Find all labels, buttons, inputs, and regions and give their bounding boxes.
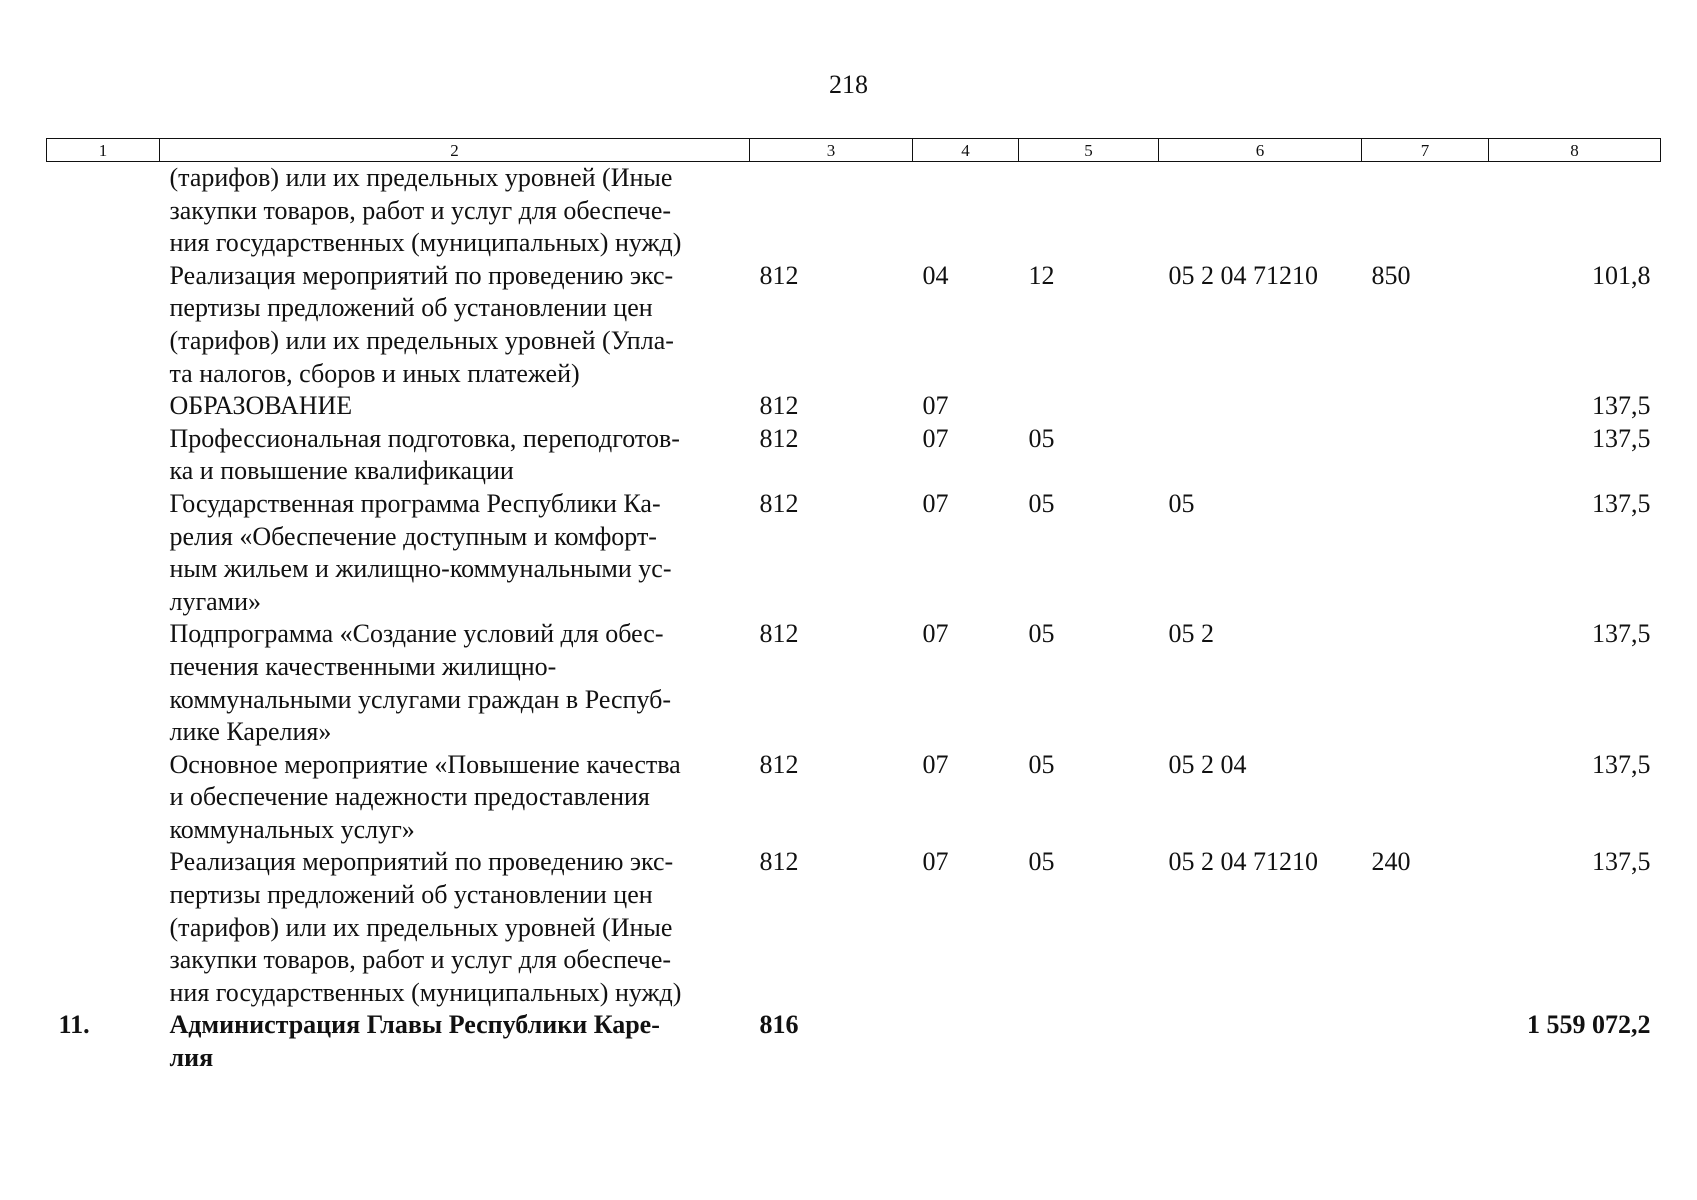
page-number: 218 xyxy=(829,70,868,99)
row-name-line: ным жильем и жилищно-коммунальными ус- xyxy=(169,554,672,584)
row-name-line: релия «Обеспечение доступным и комфорт- xyxy=(169,521,657,551)
table-row xyxy=(47,260,1661,390)
target-article-code xyxy=(1159,162,1362,260)
row-name-line: закупки товаров, работ и услуг для обеспече- xyxy=(169,195,672,225)
subsection-code xyxy=(1019,390,1159,423)
budget-table xyxy=(46,138,1661,1075)
column-number: 5 xyxy=(1019,139,1159,162)
column-number: 8 xyxy=(1489,139,1661,162)
row-name xyxy=(160,488,750,618)
row-index xyxy=(47,749,160,847)
row-name-line: лугами» xyxy=(169,586,262,616)
row-name-line: и обеспечение надежности предоставления xyxy=(169,782,650,812)
row-name xyxy=(160,423,750,488)
target-article-code: 05 2 04 71210 xyxy=(1168,847,1318,877)
table-row xyxy=(47,423,1661,488)
section-code: 07 xyxy=(922,619,949,649)
ministry-code xyxy=(750,162,913,260)
row-index xyxy=(47,618,160,748)
row-name-line: Профессиональная подготовка, переподготов- xyxy=(169,423,680,453)
row-index xyxy=(47,846,160,1009)
ministry-code: 812 xyxy=(759,749,799,779)
row-name-line: коммунальных услуг» xyxy=(169,814,415,844)
amount: 101,8 xyxy=(1592,260,1651,290)
amount: 137,5 xyxy=(1592,619,1651,649)
row-name xyxy=(160,1009,750,1074)
target-article-code xyxy=(1159,423,1362,488)
subsection-code: 05 xyxy=(1028,488,1055,518)
row-index xyxy=(47,423,160,488)
row-name xyxy=(160,618,750,748)
ministry-code: 812 xyxy=(759,847,799,877)
amount: 137,5 xyxy=(1592,847,1651,877)
section-code: 07 xyxy=(922,423,949,453)
row-name-line: (тарифов) или их предельных уровней (Иные xyxy=(169,163,673,192)
section-code: 07 xyxy=(922,488,949,518)
ministry-code: 812 xyxy=(759,260,799,290)
table-body xyxy=(47,162,1661,1075)
amount: 137,5 xyxy=(1592,749,1651,779)
row-index xyxy=(47,260,160,390)
subsection-code: 05 xyxy=(1028,619,1055,649)
table-row xyxy=(47,846,1661,1009)
section-code: 07 xyxy=(922,749,949,779)
row-index xyxy=(47,390,160,423)
expense-type-code xyxy=(1362,423,1489,488)
amount: 137,5 xyxy=(1592,488,1651,518)
row-name-line: Государственная программа Республики Ка- xyxy=(169,488,661,518)
row-name xyxy=(160,749,750,847)
expense-type-code xyxy=(1362,488,1489,618)
row-name xyxy=(160,846,750,1009)
table-row xyxy=(47,1009,1661,1074)
row-name-line: (тарифов) или их предельных уровней (Упла- xyxy=(169,325,674,355)
column-number-row xyxy=(47,139,1661,162)
table-row xyxy=(47,390,1661,423)
subsection-code xyxy=(1019,1009,1159,1074)
row-name-line: пертизы предложений об установлении цен xyxy=(169,880,653,910)
row-name-line: коммунальными услугами граждан в Респуб- xyxy=(169,684,672,714)
ministry-code: 812 xyxy=(759,488,799,518)
row-name xyxy=(160,260,750,390)
expense-type-code xyxy=(1362,1009,1489,1074)
row-name-line: Администрация Главы Республики Каре- xyxy=(169,1010,660,1040)
section-code: 04 xyxy=(922,260,949,290)
column-number: 6 xyxy=(1159,139,1362,162)
amount: 1 559 072,2 xyxy=(1527,1010,1651,1040)
ministry-code: 812 xyxy=(759,423,799,453)
expense-type-code xyxy=(1362,749,1489,847)
column-number: 3 xyxy=(750,139,913,162)
target-article-code: 05 2 04 71210 xyxy=(1168,260,1318,290)
row-name-line: Реализация мероприятий по проведению экс- xyxy=(169,847,674,877)
table-header xyxy=(47,139,1661,162)
row-name-line: ка и повышение квалификации xyxy=(169,456,514,486)
column-number: 1 xyxy=(47,139,160,162)
row-name-line: ния государственных (муниципальных) нужд) xyxy=(169,228,682,258)
amount xyxy=(1489,162,1661,260)
subsection-code: 05 xyxy=(1028,847,1055,877)
column-number: 2 xyxy=(160,139,750,162)
row-name-line: та налогов, сборов и иных платежей) xyxy=(169,358,580,388)
section-code: 07 xyxy=(922,847,949,877)
section-code: 07 xyxy=(922,391,949,421)
table-row xyxy=(47,162,1661,260)
table-row xyxy=(47,488,1661,618)
expense-type-code xyxy=(1362,390,1489,423)
row-name-line: лике Карелия» xyxy=(169,717,332,747)
row-name-line: ния государственных (муниципальных) нужд) xyxy=(169,977,682,1007)
subsection-code: 05 xyxy=(1028,423,1055,453)
row-name xyxy=(160,162,750,260)
column-number: 7 xyxy=(1362,139,1489,162)
section-code xyxy=(913,162,1019,260)
subsection-code: 12 xyxy=(1028,260,1055,290)
target-article-code xyxy=(1159,390,1362,423)
table-row xyxy=(47,749,1661,847)
subsection-code: 05 xyxy=(1028,749,1055,779)
subsection-code xyxy=(1019,162,1159,260)
amount: 137,5 xyxy=(1592,391,1651,421)
target-article-code: 05 2 04 xyxy=(1168,749,1247,779)
row-name-line: печения качественными жилищно- xyxy=(169,651,557,681)
amount: 137,5 xyxy=(1592,423,1651,453)
row-name-line: Реализация мероприятий по проведению экс- xyxy=(169,260,674,290)
column-number: 4 xyxy=(913,139,1019,162)
row-name-line: (тарифов) или их предельных уровней (Иные xyxy=(169,912,673,942)
row-name-line: Основное мероприятие «Повышение качества xyxy=(169,749,681,779)
expense-type-code xyxy=(1362,618,1489,748)
target-article-code: 05 xyxy=(1168,488,1195,518)
expense-type-code xyxy=(1362,162,1489,260)
row-name xyxy=(160,390,750,423)
ministry-code: 812 xyxy=(759,619,799,649)
row-name-line: закупки товаров, работ и услуг для обеспече- xyxy=(169,945,672,975)
row-index xyxy=(47,162,160,260)
ministry-code: 816 xyxy=(759,1010,799,1040)
row-name-line: Подпрограмма «Создание условий для обес- xyxy=(169,619,664,649)
row-index: 11. xyxy=(58,1010,90,1040)
target-article-code xyxy=(1159,1009,1362,1074)
row-name-line: ОБРАЗОВАНИЕ xyxy=(169,391,353,421)
table-row xyxy=(47,618,1661,748)
section-code xyxy=(913,1009,1019,1074)
target-article-code: 05 2 xyxy=(1168,619,1214,649)
row-index xyxy=(47,488,160,618)
row-name-line: лия xyxy=(169,1043,214,1073)
row-name-line: пертизы предложений об установлении цен xyxy=(169,293,653,323)
ministry-code: 812 xyxy=(759,391,799,421)
expense-type-code: 240 xyxy=(1371,847,1411,877)
expense-type-code: 850 xyxy=(1371,260,1411,290)
